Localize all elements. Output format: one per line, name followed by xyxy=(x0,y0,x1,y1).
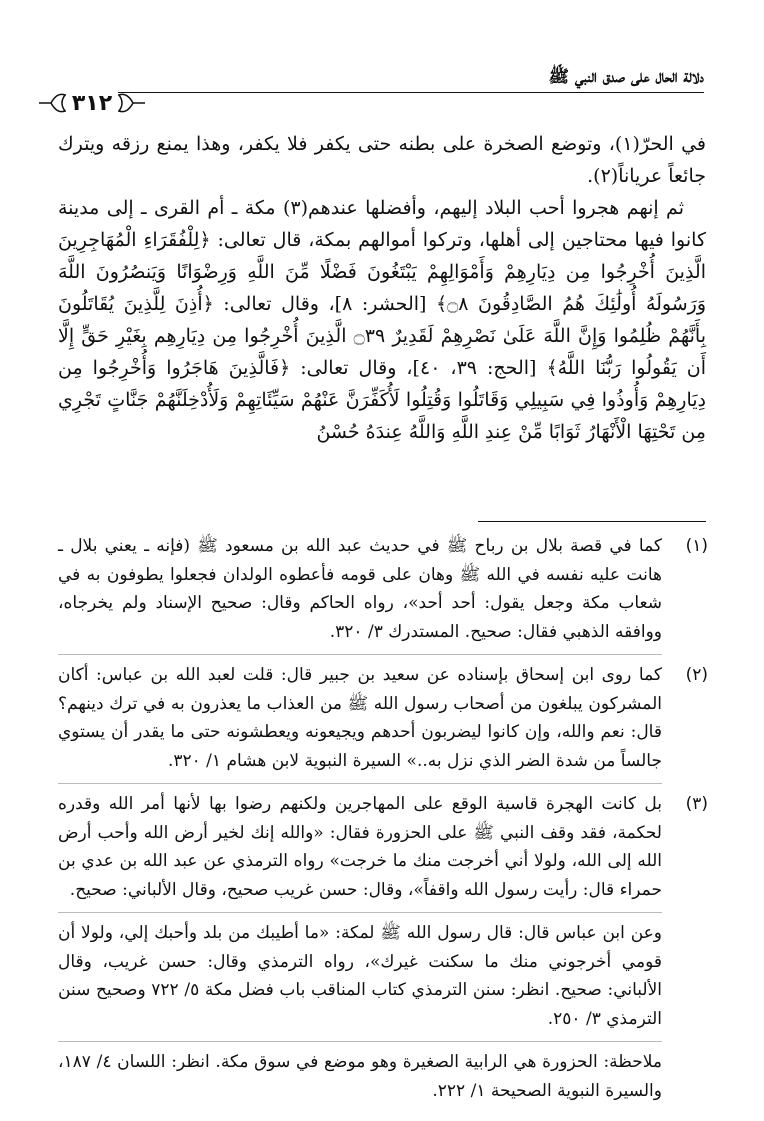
header-rule xyxy=(100,92,704,93)
footnote-3-note: ملاحظة: الحزورة هي الرابية الصغيرة وهو موضع في سوق مكة. انظر: اللسان ٤/ ١٨٧، والسيرة النبوية الصحيحة ١/ ٢٢٢. xyxy=(58,1052,662,1101)
footnote-3 xyxy=(58,790,708,904)
footnote-number: (٢) xyxy=(685,665,708,685)
footnote-divider xyxy=(58,648,662,655)
paragraph: ثم إنهم هجروا أحب البلاد إليهم، وأفضلها عندهم(٣) مكة ـ أم القرى ـ إلى مدينة كانوا فيها محتاجين إلى أهلها، وتركوا أموالهم بمكة، قال تعالى: ﴿لِلْفُقَرَاءِ الْمُهَاجِرِينَ الَّذِينَ أُخْرِجُوا مِن دِيَارِهِمْ وَأَمْوَالِهِمْ يَبْتَغُونَ فَضْلًا مِّنَ اللَّهِ وَرِضْوَانًا وَيَنصُرُونَ اللَّهَ وَرَسُولَهُ أُولَٰئِكَ هُمُ الصَّادِقُونَ ۝٨﴾ [الحشر: ٨]، وقال تعالى: ﴿أُذِنَ لِلَّذِينَ يُقَاتَلُونَ بِأَنَّهُمْ ظُلِمُوا وَإِنَّ اللَّهَ عَلَىٰ نَصْرِهِمْ لَقَدِيرٌ ۝٣٩ الَّذِينَ أُخْرِجُوا مِن دِيَارِهِم بِغَيْرِ حَقٍّ إِلَّا أَن يَقُولُوا رَبُّنَا اللَّهُ﴾ [الحج: ٣٩، ٤٠]، وقال تعالى: ﴿فَالَّذِينَ هَاجَرُوا وَأُخْرِجُوا مِن دِيَارِهِمْ وَأُوذُوا فِي سَبِيلِي وَقَاتَلُوا وَقُتِلُوا لَأُكَفِّرَنَّ عَنْهُمْ سَيِّئَاتِهِمْ وَلَأُدْخِلَنَّهُمْ جَنَّاتٍ تَجْرِي مِن تَحْتِهَا الْأَنْهَارُ ثَوَابًا مِّنْ عِندِ اللَّهِ وَاللَّهُ عِندَهُ حُسْنُ xyxy=(58,197,707,443)
footnotes xyxy=(58,532,708,1105)
footnote-3-continuation: وعن ابن عباس قال: قال رسول الله ﷺ لمكة: «ما أطيبك من بلد وأحبك إلي، ولولا أن قومي أخرجوني منك ما سكنت غيرك»، رواه الترمذي وقال: حسن غريب، وقال الألباني: صحيح. انظر: سنن الترمذي كتاب المناقب باب فضل مكة ٥/ ٧٢٢ وصحيح سنن الترمذي ٣/ ٢٥٠. xyxy=(58,923,662,1029)
footnote-divider xyxy=(58,1035,662,1042)
footnote-divider xyxy=(58,777,662,784)
footnote-number: (١) xyxy=(685,536,708,556)
footnote-2 xyxy=(58,661,708,775)
page-number: ٣١٢ xyxy=(66,91,118,116)
footnote-divider xyxy=(58,906,662,913)
paragraph: في الحرّ(١)، وتوضع الصخرة على بطنه حتى يكفر فلا يكفر، وهذا يمنع رزقه ويترك جائعاً عرياناً(٢). xyxy=(58,133,706,187)
footnote-text: كما روى ابن إسحاق بإسناده عن سعيد بن جبير قال: قلت لعبد الله بن عباس: أكان المشركون يبلغون من أصحاب رسول الله ﷺ من العذاب ما يعذرون به في ترك دينهم؟ قال: نعم والله، وإن كانوا ليضربون أحدهم ويجيعونه ويعطشونه حتى ما يقدر أن يستوي جالساً من شدة الضر الذي نزل به..» السيرة النبوية لابن هشام ١/ ٣٢٠. xyxy=(58,665,662,771)
footnote-1 xyxy=(58,532,708,646)
footnote-text: كما في قصة بلال بن رباح ﷺ في حديث عبد الله بن مسعود ﷺ (فإنه ـ يعني بلال ـ هانت عليه نفسه في الله ﷺ وهان على قومه فأعطوه الولدان فجعلوا يطوفون به في شعاب مكة وجعل يقول: أحد أحد»، رواه الحاكم وقال: صحيح الإسناد ولم يخرجاه، ووافقه الذهبي فقال: صحيح. المستدرك ٣/ ٣٢٠. xyxy=(58,536,662,642)
footnote-text: بل كانت الهجرة قاسية الوقع على المهاجرين ولكنهم رضوا بها لأنها أمر الله وقدره لحكمة، فقد وقف النبي ﷺ على الحزورة فقال: «والله إنك لخير أرض الله وأحب أرض الله إلى الله، ولولا أني أخرجت منك ما خرجت» رواه الترمذي عن عبد الله بن عدي بن حمراء قال: رأيت رسول الله واقفاً»، وقال: حسن غريب صحيح، وقال الألباني: صحيح. xyxy=(58,794,662,900)
main-text xyxy=(58,128,706,448)
footnote-rule xyxy=(478,521,706,522)
running-title: دلالة الحال على صدق النبي ﷺ xyxy=(548,67,704,87)
page-number-ornament xyxy=(37,86,147,120)
footnote-number: (٣) xyxy=(685,794,708,814)
